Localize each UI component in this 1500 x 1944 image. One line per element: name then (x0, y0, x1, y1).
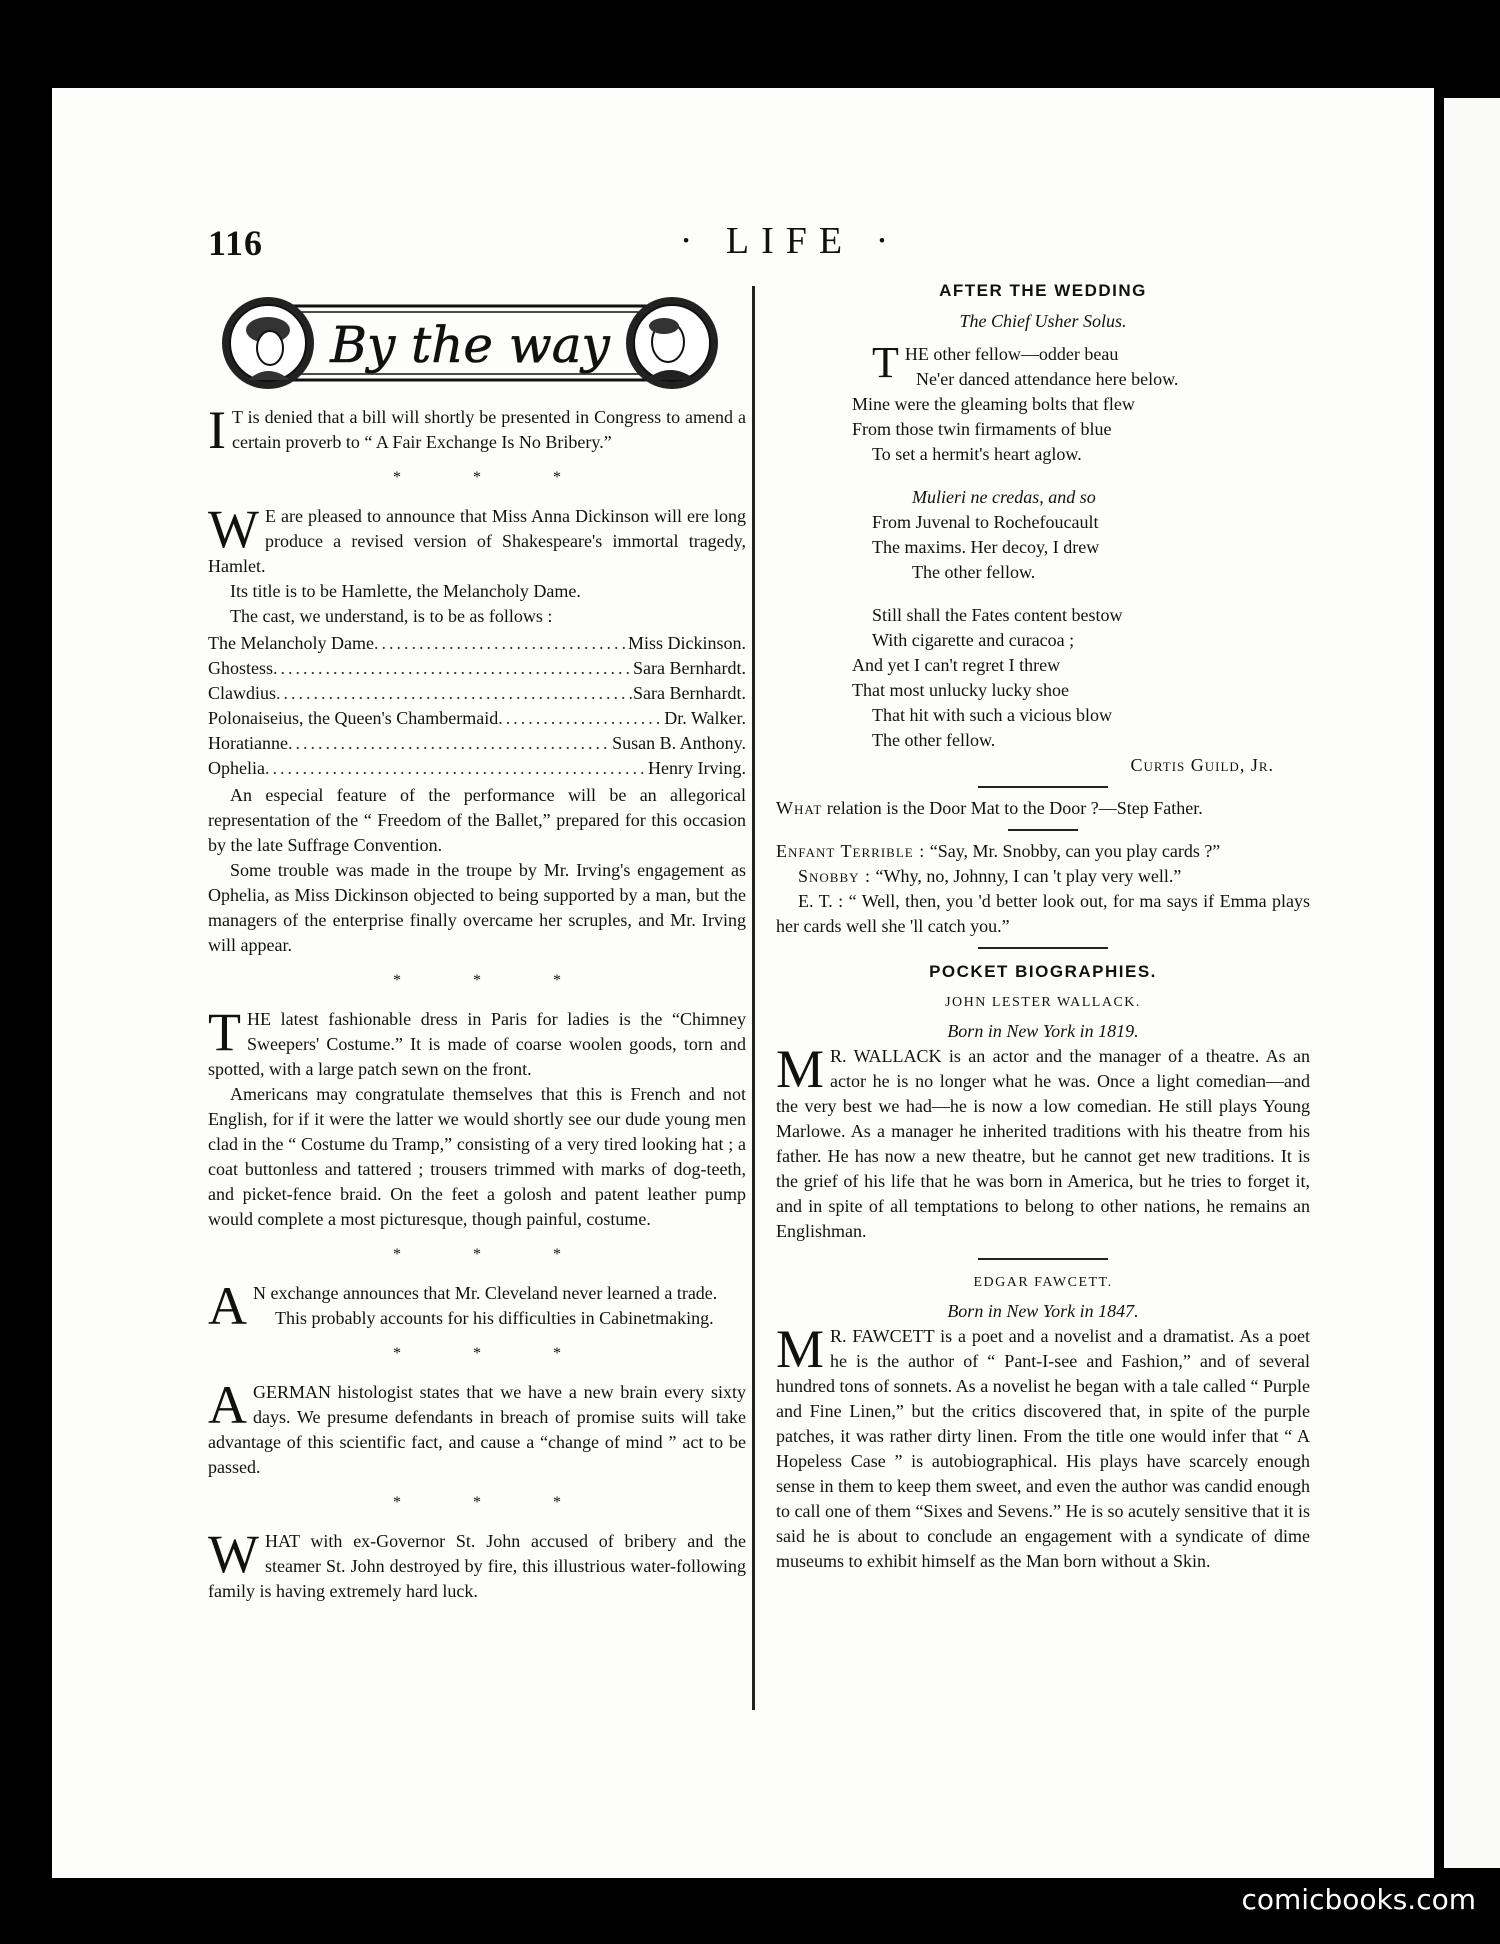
fawcett-bio: M R. FAWCETT is a poet and a novelist and a dramatist. As a poet he is the author of “ Pant-I-see and Fashion,” and of several hundred tons of sonnets. As a novelist he began with a tale called “ Purple and Fine Linen,” but the critics discovered that, in spite of the purple patches, it was rather dirty linen. From the title one would infer that “ A Hopeless Case ” is autobiographical. His plays have scarcely enough sense in them to keep them sweet, and even the author was candid enough to call one of them “Sixes and Sevens.” He is so acutely sensitive that it is said he is about to conclude an engagement with a syndicate of dime museums to exhibit himself as the Man born without a Skin. (776, 1319, 1310, 1571)
ballet-paragraph: An especial feature of the performance will be an allegorical representation of the “ Freedom of the Ballet,” prepared for this occasion by the late Suffrage Convention. (208, 785, 746, 855)
rule-divider (978, 1258, 1108, 1260)
section-stars: * * * (393, 469, 595, 486)
item-cleveland: A N exchange announces that Mr. Cleveland never learned a trade. (208, 1276, 718, 1336)
poem-stanza-2: Mulieri ne credas, and so From Juvenal to Rochefoucault The maxims. Her decoy, I drew The other fellow. (872, 487, 1100, 582)
cast-row: Horatianne ..... Susan B. Anthony. (208, 731, 746, 756)
by-the-way-banner (218, 292, 722, 394)
item-histologist: AGERMAN histologist states that we have a new brain every sixty days. We presume defendants in breach of promise suits will take advantage of this scientific fact, and cause a “change of mind ” act to be passed. (208, 1375, 746, 1477)
cast-row: Ophelia ..... Henry Irving. (208, 756, 746, 781)
wallack-name: JOHN LESTER WALLACK. (945, 995, 1141, 1010)
section-stars: * * * (393, 1345, 595, 1362)
joke-snobby-2: Snobby : “Why, no, Johnny, I can 't play very well.” (798, 866, 1182, 886)
irving-paragraph: Some trouble was made in the troupe by Mr. Irving's engagement as Ophelia, as Miss Dickinson objected to being supported by a man, but the managers of the enterprise finally overcame her scruples, and Mr. Irving will appear. (208, 860, 746, 955)
cast-intro: The cast, we understand, is to be as follows : (230, 606, 553, 626)
poem-stanza-3: Still shall the Fates content bestow With cigarette and curacoa ; And yet I can't regret I threw That most unlucky lucky shoe That hit with such a vicious blow The other fellow. (852, 605, 1123, 750)
section-stars: * * * (393, 972, 595, 989)
cast-row: Ghostess ..... Sara Bernhardt. (208, 656, 746, 681)
site-watermark: comicbooks.com (1241, 1883, 1476, 1916)
poem-author: Curtis Guild, Jr. (1130, 755, 1274, 775)
item-chimney-costume: THE latest fashionable dress in Paris for ladies is the “Chimney Sweepers' Costume.” It is made of coarse woolen goods, torn and spotted, with a large patch sewn on the front. (208, 1002, 746, 1079)
section-stars: * * * (393, 1494, 595, 1511)
page-number: 116 (208, 223, 264, 263)
cast-row: Polonaiseius, the Queen's Chambermaid ..... Dr. Walker. (208, 706, 746, 731)
item-hamlette: W E are pleased to announce that Miss Anna Dickinson will ere long produce a revised version of Shakespeare's immortal tragedy, Hamlet. (208, 499, 746, 576)
cast-list (208, 631, 746, 781)
fawcett-name: EDGAR FAWCETT. (973, 1275, 1113, 1290)
hamlette-title: Its title is to be Hamlette, the Melancholy Dame. (230, 581, 581, 601)
masthead-title: · LIFE · (679, 220, 901, 262)
tramp-costume-paragraph: Americans may congratulate themselves that this is French and not English, for if it were the latter we would shortly see our dude young men clad in the “ Costume du Tramp,” consisting of a very tired looking hat ; a coat buttonless and tattered ; trousers trimmed with marks of dog-teeth, and picket-fence braid. On the feet a golosh and patent leather pump would complete a most picturesque, though painful, costume. (208, 1084, 746, 1229)
section-stars: * * * (393, 1246, 595, 1263)
right-column (776, 278, 1310, 1574)
left-column (208, 400, 746, 1604)
item-st-john: WHAT with ex-Governor St. John accused of bribery and the steamer St. John destroyed by fire, this illustrious water-following family is having extremely hard luck. (208, 1524, 746, 1601)
cabinet-paragraph: This probably accounts for his difficulties in Cabinetmaking. (275, 1308, 714, 1328)
gentleman-portrait-medallion-icon (626, 297, 718, 389)
rule-divider (978, 947, 1108, 949)
cast-row: Clawdius ..... Sara Bernhardt. (208, 681, 746, 706)
joke-snobby-3: E. T. : “ Well, then, you 'd better look out, for ma says if Emma plays her cards well she 'll catch you.” (776, 891, 1310, 936)
rule-divider (978, 786, 1108, 788)
banner-title: By the way (330, 316, 610, 374)
fawcett-born: Born in New York in 1847. (947, 1301, 1139, 1321)
joke-door-mat: What relation is the Door Mat to the Door ?—Step Father. (776, 798, 1203, 818)
poem-stanza-1: THE other fellow—odder beau Ne'er danced attendance here below. Mine were the gleaming bolts that flew From those twin firmaments of blue To set a hermit's heart aglow. (852, 338, 1179, 464)
item-bribery: I T is denied that a bill will shortly be presented in Congress to amend a certain proverb to “ A Fair Exchange Is No Bribery.” (208, 400, 746, 460)
poem-subtitle: The Chief Usher Solus. (959, 311, 1127, 331)
wallack-bio: M R. WALLACK is an actor and the manager of a theatre. As an actor he is no longer what he was. Once a light comedian—and the very best we had—he is now a low comedian. He still plays Young Marlowe. As a manager he inherited traditions with his theatre from his father. He has now a new theatre, but he cannot get new traditions. It is the grief of his life that he was born in America, but he tries to forget it, and in spite of all temptations to belong to other nations, he remains an Englishman. (776, 1039, 1310, 1241)
column-divider (752, 286, 755, 1710)
lady-portrait-medallion-icon (222, 297, 314, 389)
wallack-born: Born in New York in 1819. (947, 1021, 1139, 1041)
cast-row: The Melancholy Dame ..... Miss Dickinson. (208, 631, 746, 656)
joke-snobby-1: Enfant Terrible : “Say, Mr. Snobby, can you play cards ?” (776, 841, 1221, 861)
biographies-title: POCKET BIOGRAPHIES. (929, 962, 1157, 981)
adjacent-page-edge (1444, 98, 1500, 1868)
poem-title: AFTER THE WEDDING (939, 281, 1147, 300)
rule-divider (1008, 829, 1078, 831)
